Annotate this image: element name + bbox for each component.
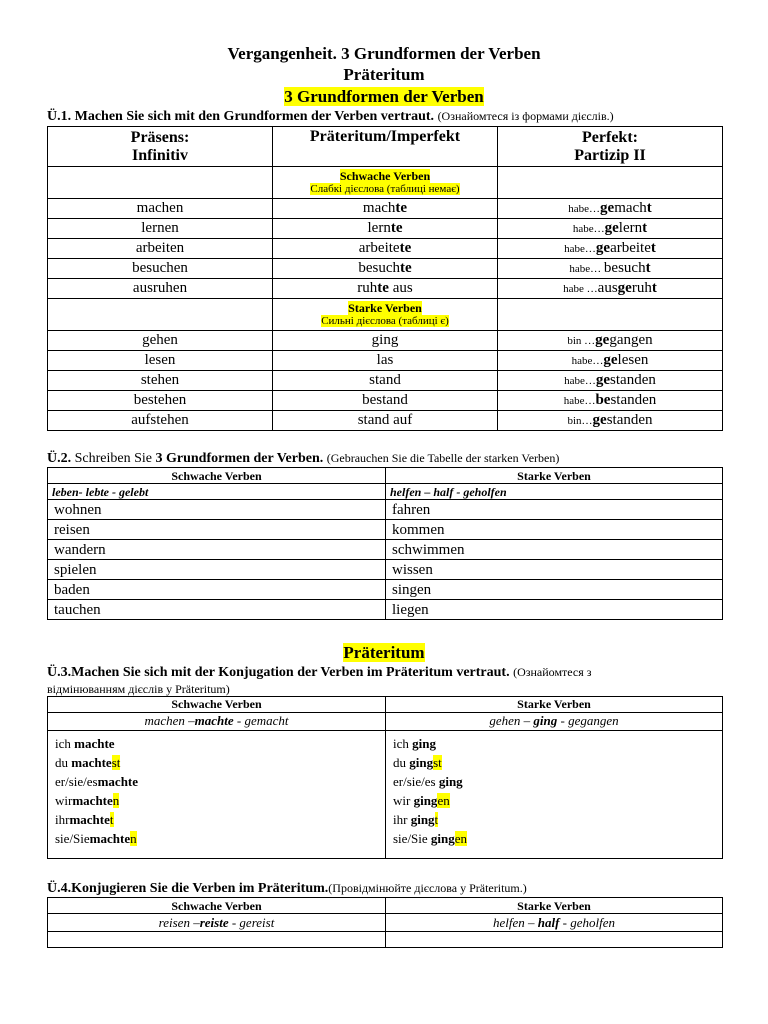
example-weak: leben- lebte - gelebt bbox=[48, 484, 386, 500]
header-infinitiv: Präsens: Infinitiv bbox=[48, 127, 273, 167]
verb-row bbox=[48, 199, 723, 219]
conjugation-line: ihrmachtet bbox=[55, 812, 114, 827]
auxiliary-verb: bin… bbox=[567, 414, 593, 427]
verb-row bbox=[48, 259, 723, 279]
ending-highlight: n bbox=[130, 831, 137, 846]
strong-verb-cell[interactable]: schwimmen bbox=[386, 540, 723, 560]
conjugation-line: du machtest bbox=[55, 755, 121, 770]
answer-cell-strong[interactable] bbox=[386, 932, 723, 948]
col-header-weak: Schwache Verben bbox=[48, 468, 386, 484]
conjugation-line: sie/Siemachten bbox=[55, 831, 137, 846]
conjugation-line: ich machte bbox=[55, 736, 115, 751]
perfekt-cell: habe…gestanden bbox=[498, 371, 723, 391]
conjugation-line: er/sie/esmachte bbox=[55, 774, 139, 789]
conjugation-line: wirmachten bbox=[55, 793, 120, 808]
perfekt-cell: bin …gegangen bbox=[498, 331, 723, 351]
task4-label: Ü.4.Konjugieren Sie die Verben im Präteritum. bbox=[47, 881, 329, 896]
strong-verb-cell[interactable]: singen bbox=[386, 580, 723, 600]
ending-highlight: t bbox=[434, 812, 439, 827]
praeteritum-cell: lernte bbox=[273, 219, 498, 239]
auxiliary-verb: habe… bbox=[572, 222, 605, 235]
verb-row bbox=[48, 411, 723, 431]
auxiliary-verb: habe… bbox=[563, 394, 596, 407]
answer-cell-weak[interactable] bbox=[48, 932, 386, 948]
auxiliary-verb: habe… bbox=[571, 354, 604, 367]
auxiliary-verb: habe… bbox=[564, 242, 596, 255]
table-row bbox=[48, 500, 723, 520]
task4-note: (Провідмінюйте дієслова у Präteritum.) bbox=[328, 881, 527, 895]
auxiliary-verb: habe… bbox=[569, 262, 604, 275]
col-header-weak: Schwache Verben bbox=[48, 898, 386, 914]
example-weak: reisen –reiste - gereist bbox=[48, 914, 386, 932]
task1-note: (Ознайомтеся із формами дієслів.) bbox=[437, 109, 614, 123]
col-header-strong: Starke Verben bbox=[386, 697, 723, 713]
strong-verb-cell[interactable]: liegen bbox=[386, 600, 723, 620]
conjugation-line: sie/Sie gingen bbox=[393, 831, 468, 846]
perfekt-cell: habe… besucht bbox=[498, 259, 723, 279]
page-subtitle: Präteritum bbox=[343, 65, 425, 84]
task1-heading bbox=[47, 108, 614, 125]
perfekt-cell: bin…gestanden bbox=[498, 411, 723, 431]
auxiliary-verb: habe… bbox=[564, 374, 596, 387]
conjugation-line: ich ging bbox=[393, 736, 436, 751]
conjugation-line: wir gingen bbox=[393, 793, 450, 808]
weak-verb-cell[interactable]: tauchen bbox=[48, 600, 386, 620]
weak-verb-cell[interactable]: wohnen bbox=[48, 500, 386, 520]
exercise2-table bbox=[47, 467, 723, 620]
exercise4-table bbox=[47, 897, 723, 948]
header-perfekt: Perfekt: Partizip II bbox=[498, 127, 723, 167]
ending-highlight: en bbox=[454, 831, 468, 846]
infinitiv-cell: lernen bbox=[48, 219, 273, 239]
infinitiv-cell: ausruhen bbox=[48, 279, 273, 299]
ending-highlight: st bbox=[433, 755, 442, 770]
page-title: Vergangenheit. 3 Grundformen der Verben bbox=[227, 44, 541, 63]
ending-highlight: n bbox=[112, 793, 120, 808]
section-title-praeteritum: Präteritum bbox=[343, 643, 425, 662]
task2-note: (Gebrauchen Sie die Tabelle der starken Verben) bbox=[326, 451, 560, 465]
praeteritum-cell: machte bbox=[273, 199, 498, 219]
weak-verb-cell[interactable]: wandern bbox=[48, 540, 386, 560]
task4-heading bbox=[47, 880, 527, 897]
col-header-strong: Starke Verben bbox=[386, 898, 723, 914]
infinitiv-cell: arbeiten bbox=[48, 239, 273, 259]
conjugation-line: ihr gingt bbox=[393, 812, 439, 827]
weak-verbs-subheader: Schwache Verben Слабкі дієслова (таблиці немає) bbox=[273, 167, 498, 199]
table-header-row bbox=[48, 127, 723, 167]
strong-verb-cell[interactable]: kommen bbox=[386, 520, 723, 540]
table-row bbox=[48, 560, 723, 580]
section-title-text: 3 Grundformen der Verben bbox=[284, 87, 484, 106]
strong-verbs-subheader: Starke Verben Сильні дієслова (таблиці є) bbox=[273, 299, 498, 331]
praeteritum-cell: ruhte aus bbox=[273, 279, 498, 299]
infinitiv-cell: stehen bbox=[48, 371, 273, 391]
verb-row bbox=[48, 351, 723, 371]
table-row bbox=[48, 520, 723, 540]
task2-heading: Ü.2. Schreiben Sie 3 Grundformen der Verben. (Gebrauchen Sie die Tabelle der starken Verben) bbox=[47, 451, 560, 466]
table-row bbox=[48, 580, 723, 600]
ending-highlight: t bbox=[109, 812, 114, 827]
table-row bbox=[48, 540, 723, 560]
ending-highlight: st bbox=[111, 755, 121, 770]
praeteritum-cell: las bbox=[273, 351, 498, 371]
weak-conjugation-cell bbox=[48, 731, 386, 859]
praeteritum-cell: stand auf bbox=[273, 411, 498, 431]
task3-label: Ü.3.Machen Sie sich mit der Konjugation der Verben im Präteritum vertraut. bbox=[47, 665, 510, 680]
praeteritum-cell: stand bbox=[273, 371, 498, 391]
task3-heading: Ü.3.Machen Sie sich mit der Konjugation der Verben im Präteritum vertraut. (Ознайомтеся з відмінюванням дієслів у Präteritum) bbox=[47, 664, 727, 697]
auxiliary-verb: bin … bbox=[567, 334, 596, 347]
praeteritum-cell: arbeitete bbox=[273, 239, 498, 259]
weak-verbs-subheader-row bbox=[48, 167, 723, 199]
verb-row bbox=[48, 279, 723, 299]
perfekt-cell: habe …ausgeruht bbox=[498, 279, 723, 299]
verb-row bbox=[48, 219, 723, 239]
example-strong: helfen – half - geholfen bbox=[386, 914, 723, 932]
weak-verb-cell[interactable]: baden bbox=[48, 580, 386, 600]
col-header-strong: Starke Verben bbox=[386, 468, 723, 484]
strong-verbs-subheader-row bbox=[48, 299, 723, 331]
praeteritum-cell: bestand bbox=[273, 391, 498, 411]
verb-row bbox=[48, 391, 723, 411]
task3-note: відмінюванням дієслів у Präteritum) bbox=[47, 682, 230, 696]
ending-highlight: en bbox=[437, 793, 450, 808]
task2-label: Ü.2. bbox=[47, 451, 72, 466]
verb-row bbox=[48, 239, 723, 259]
table-row bbox=[48, 600, 723, 620]
strong-verb-cell[interactable]: wissen bbox=[386, 560, 723, 580]
weak-verb-cell[interactable]: spielen bbox=[48, 560, 386, 580]
verb-row bbox=[48, 371, 723, 391]
task1-label: Ü.1. Machen Sie sich mit den Grundformen der Verben vertraut. bbox=[47, 109, 435, 124]
example-strong: gehen – ging - gegangen bbox=[386, 713, 723, 731]
auxiliary-verb: habe… bbox=[568, 202, 601, 215]
infinitiv-cell: lesen bbox=[48, 351, 273, 371]
weak-verb-cell[interactable]: reisen bbox=[48, 520, 386, 540]
example-strong: helfen – half - geholfen bbox=[386, 484, 723, 500]
infinitiv-cell: bestehen bbox=[48, 391, 273, 411]
grundformen-table bbox=[47, 126, 723, 431]
perfekt-cell: habe…bestanden bbox=[498, 391, 723, 411]
infinitiv-cell: gehen bbox=[48, 331, 273, 351]
perfekt-cell: habe…gemacht bbox=[498, 199, 723, 219]
praeteritum-cell: ging bbox=[273, 331, 498, 351]
auxiliary-verb: habe … bbox=[563, 282, 598, 295]
header-praeteritum: Präteritum/Imperfekt bbox=[273, 127, 498, 167]
conjugation-line: er/sie/es ging bbox=[393, 774, 463, 789]
col-header-weak: Schwache Verben bbox=[48, 697, 386, 713]
strong-conjugation-cell bbox=[386, 731, 723, 859]
perfekt-cell: habe…gelesen bbox=[498, 351, 723, 371]
infinitiv-cell: besuchen bbox=[48, 259, 273, 279]
strong-verb-cell[interactable]: fahren bbox=[386, 500, 723, 520]
infinitiv-cell: machen bbox=[48, 199, 273, 219]
conjugation-line: du gingst bbox=[393, 755, 442, 770]
praeteritum-cell: besuchte bbox=[273, 259, 498, 279]
verb-row bbox=[48, 331, 723, 351]
example-weak: machen –machte - gemacht bbox=[48, 713, 386, 731]
infinitiv-cell: aufstehen bbox=[48, 411, 273, 431]
section-title-grundformen bbox=[0, 87, 768, 106]
perfekt-cell: habe…gelernt bbox=[498, 219, 723, 239]
perfekt-cell: habe…gearbeitet bbox=[498, 239, 723, 259]
conjugation-table bbox=[47, 696, 723, 859]
